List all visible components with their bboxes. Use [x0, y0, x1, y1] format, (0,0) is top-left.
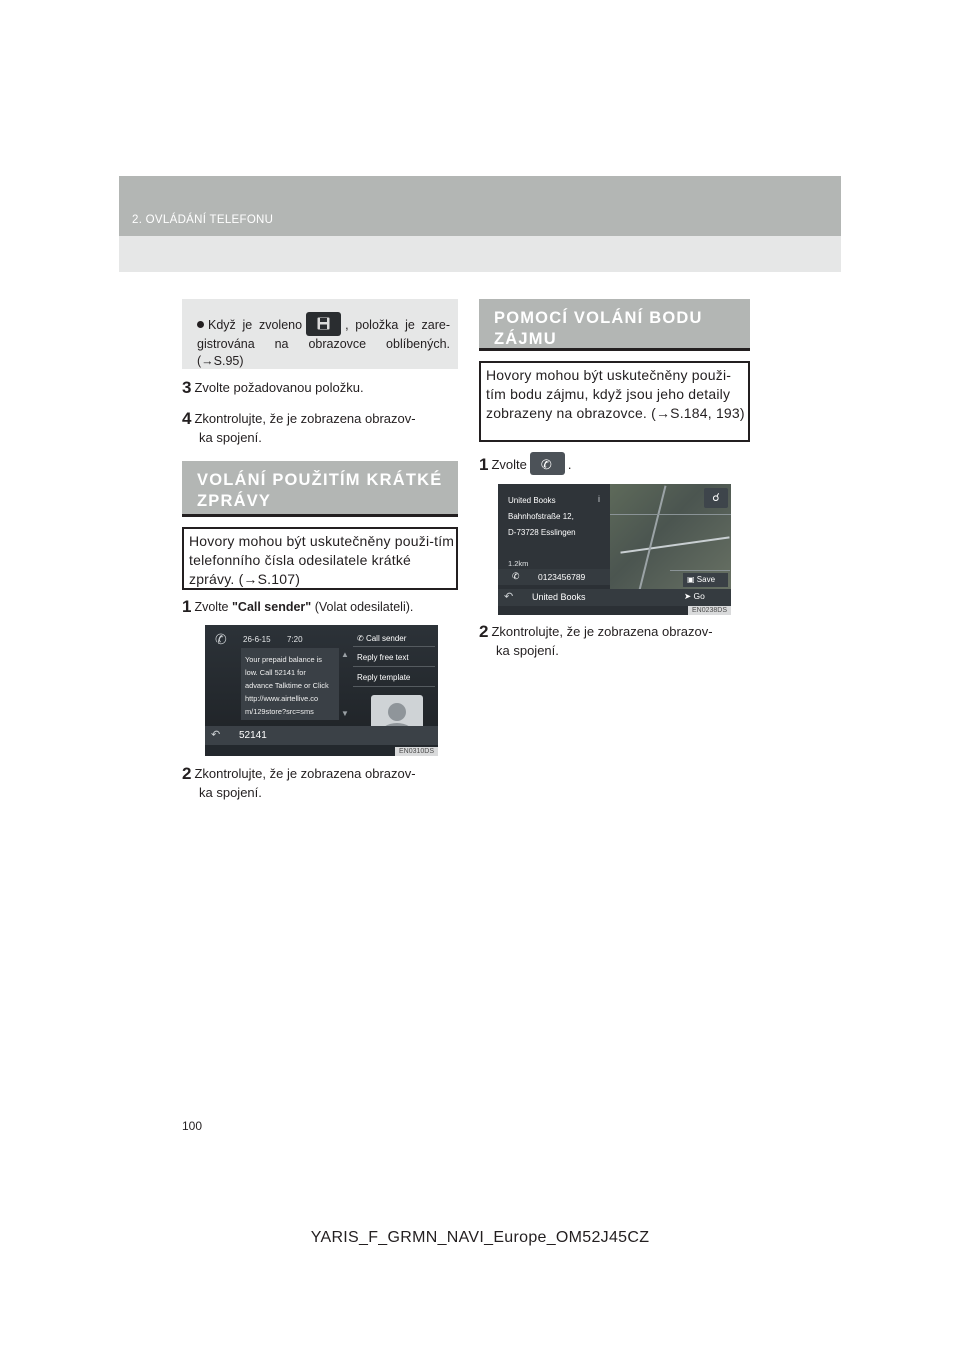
save-button[interactable]: ▣ Save [683, 573, 728, 587]
info-box-sms: Hovory mohou být uskutečněny použi-tím telefonního čísla odesilatele krátké zprávy. (→S.107) [182, 527, 458, 590]
scroll-down-icon[interactable]: ▼ [341, 709, 349, 718]
note-text: Když je zvoleno , položka je zare-gistrována na obrazovce oblíbených. (→S.95) [197, 312, 450, 369]
back-arrow-icon[interactable]: ↶ [211, 729, 221, 741]
reply-free-text-button[interactable]: Reply free text [353, 649, 435, 667]
navigate-icon: ➤ [684, 591, 694, 601]
page-number: 100 [182, 1119, 203, 1133]
reply-template-button[interactable]: Reply template [353, 669, 435, 687]
phone-icon: ✆ [215, 631, 227, 647]
poi-bottom-name: United Books [532, 592, 586, 602]
sms-bottom-bar [205, 726, 438, 745]
figure-code: EN0238DS [688, 606, 731, 615]
floppy-disk-icon [306, 312, 341, 336]
go-button[interactable]: ➤ Go [684, 591, 705, 601]
back-arrow-icon[interactable]: ↶ [504, 591, 514, 603]
poi-call-button[interactable] [498, 569, 610, 585]
bullet-icon [197, 321, 204, 328]
scroll-up-icon[interactable]: ▲ [341, 650, 349, 659]
sms-date: 26-6-15 [243, 635, 271, 644]
zoom-icon[interactable]: ☌ [704, 488, 728, 508]
poi-screenshot [498, 484, 731, 615]
poi-city: D-73728 Esslingen [508, 528, 576, 537]
poi-name: United Books [508, 496, 556, 505]
sms-message-box: Your prepaid balance is low. Call 52141 for advance Talktime or Click http://www.airtellive.co m/129store?src=sms [241, 648, 339, 720]
phone-call-button-icon: ✆ [530, 452, 565, 475]
step-2-poi: 2 Zkontrolujte, že je zobrazena obrazov- ka spojení. [479, 622, 713, 658]
chapter-header-bar [119, 176, 841, 236]
step-3: 3 Zvolte požadovanou položku. [182, 378, 364, 397]
poi-bottom-bar [498, 589, 731, 606]
section-heading-sms: VOLÁNÍ POUŽITÍM KRÁTKÉ ZPRÁVY [182, 461, 458, 517]
step-4: 4 Zkontrolujte, že je zobrazena obrazov- ka spojení. [182, 409, 416, 445]
section-heading-poi: POMOCÍ VOLÁNÍ BODU ZÁJMU [479, 299, 750, 351]
info-icon[interactable]: i [598, 494, 600, 504]
sms-sender-number: 52141 [239, 730, 267, 741]
info-box-poi: Hovory mohou být uskutečněny použi-tím bodu zájmu, když jsou jeho detaily zobrazeny na obrazovce. (→S.184, 193) [479, 361, 750, 442]
phone-small-icon: ✆ [512, 571, 520, 581]
sms-screenshot [205, 625, 438, 756]
poi-street: Bahnhofstraße 12, [508, 512, 574, 521]
chapter-title: 2. OVLÁDÁNÍ TELEFONU [132, 214, 274, 226]
document-id: YARIS_F_GRMN_NAVI_Europe_OM52J45CZ [310, 1229, 650, 1246]
save-icon: ▣ [687, 575, 697, 584]
step-2-sms: 2 Zkontrolujte, že je zobrazena obrazov- ka spojení. [182, 764, 416, 800]
poi-phone-number: 0123456789 [538, 572, 586, 582]
sms-time: 7:20 [287, 635, 303, 644]
step-1-sms: 1 Zvolte "Call sender" (Volat odesilateli). [182, 597, 414, 616]
chapter-header [119, 176, 841, 272]
figure-code: EN0310DS [395, 747, 438, 756]
note-box [182, 299, 458, 369]
call-sender-button[interactable]: ✆ Call sender [353, 631, 435, 647]
step-1-poi: 1 Zvolte ✆ . [479, 452, 750, 475]
phone-small-icon: ✆ [357, 634, 366, 643]
poi-distance: 1.2km [508, 559, 529, 568]
